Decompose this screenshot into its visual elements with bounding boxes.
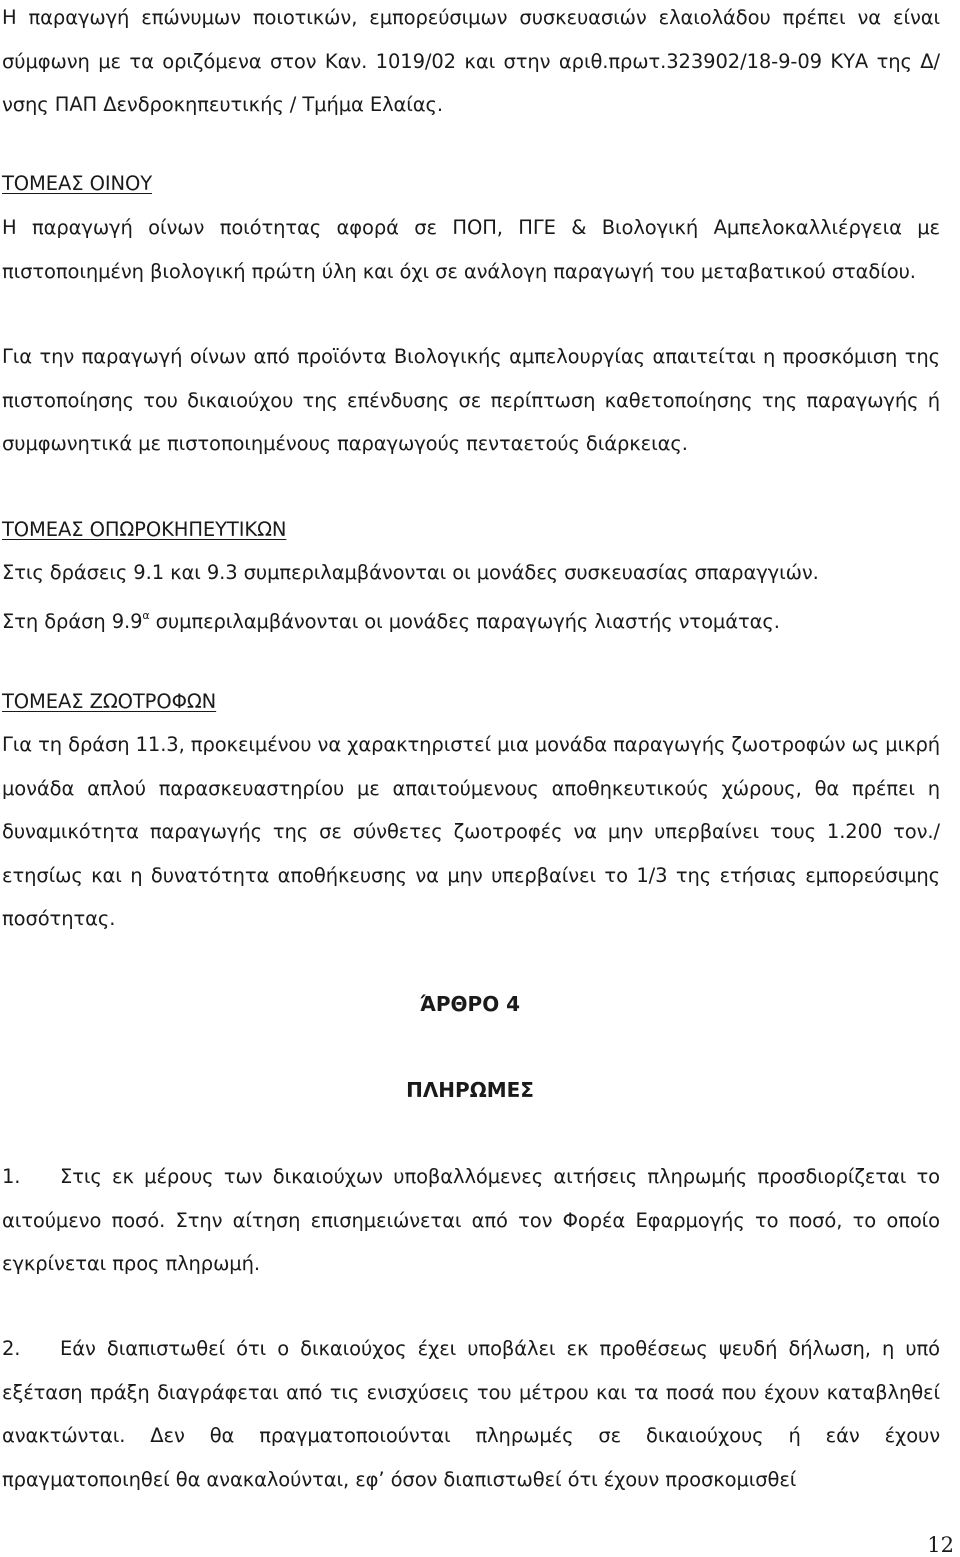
fruit-line-2-superscript: α	[142, 609, 150, 622]
payment-item-1	[2, 1155, 940, 1286]
fruit-line-2-start: Στη δράση 9.9	[2, 610, 143, 633]
olive-oil-paragraph: Η παραγωγή επώνυμων ποιοτικών, εμπορεύσιμων συσκευασιών ελαιολάδου πρέπει να είναι σύμφωνη με τα οριζόμενα στον Καν. 1019/02 και στην αριθ.πρωτ.323902/18-9-09 ΚΥΑ της Δ/νσης ΠΑΠ Δενδροκηπευτικής / Τμήμα Ελαίας.	[2, 6, 940, 116]
wine-sector-heading: ΤΟΜΕΑΣ ΟΙΝΟΥ	[2, 172, 153, 195]
item-number-1: 1.	[2, 1165, 21, 1188]
item-text-2: Εάν διαπιστωθεί ότι ο δικαιούχος έχει υποβάλει εκ προθέσεως ψευδή δήλωση, η υπό εξέταση πράξη διαγράφεται από τις ενισχύσεις του μέτρου και τα ποσά που έχουν καταβληθεί ανακτώνται. Δεν θα πραγματοποιούνται πληρωμές σε δικαιούχους ή εάν έχουν πραγματοποιηθεί θα ανακαλούνται, εφ’ όσον διαπιστωθεί ότι έχουν προσκομισθεί	[2, 1337, 940, 1491]
wine-paragraph-2: Για την παραγωγή οίνων από προϊόντα Βιολογικής αμπελουργίας απαιτείται η προσκόμιση της πιστοποίησης του δικαιούχου της επένδυσης σε περίπτωση καθετοποίησης της παραγωγής ή συμφωνητικά με πιστοποιημένους παραγωγούς πενταετούς διάρκειας.	[2, 345, 940, 455]
payment-item-2	[2, 1327, 940, 1501]
fruit-line-2-end: συμπεριλαμβάνονται οι μονάδες παραγωγής λιαστής ντομάτας.	[149, 610, 780, 633]
fruit-sector-heading: ΤΟΜΕΑΣ ΟΠΩΡΟΚΗΠΕΥΤΙΚΩΝ	[2, 518, 287, 541]
page-number: 12	[927, 1533, 954, 1557]
article-number: ΆΡΘΡΟ 4	[419, 992, 521, 1016]
fruit-line-1: Στις δράσεις 9.1 και 9.3 συμπεριλαμβάνονται οι μονάδες συσκευασίας σπαραγγιών.	[2, 561, 819, 584]
item-number-2: 2.	[2, 1337, 21, 1360]
wine-paragraph-1: Η παραγωγή οίνων ποιότητας αφορά σε ΠΟΠ, ΠΓΕ & Βιολογική Αμπελοκαλλιέργεια με πιστοποιημένη βιολογική πρώτη ύλη και όχι σε ανάλογη παραγωγή του μεταβατικού σταδίου.	[2, 216, 940, 283]
item-text-1: Στις εκ μέρους των δικαιούχων υποβαλλόμενες αιτήσεις πληρωμής προσδιορίζεται το αιτούμενο ποσό. Στην αίτηση επισημειώνεται από τον Φορέα Εφαρμογής το ποσό, το οποίο εγκρίνεται προς πληρωμή.	[2, 1165, 940, 1275]
feed-paragraph: Για τη δράση 11.3, προκειμένου να χαρακτηριστεί μια μονάδα παραγωγής ζωοτροφών ως μικρή μονάδα απλού παρασκευαστηρίου με απαιτούμενους αποθηκευτικούς χώρους, θα πρέπει η δυναμικότητα παραγωγής της σε σύνθετες ζωοτροφές να μην υπερβαίνει τους 1.200 τον./ετησίως και η δυνατότητα αποθήκευσης να μην υπερβαίνει το 1/3 της ετήσιας εμπορεύσιμης ποσότητας.	[2, 733, 941, 930]
feed-sector-heading: ΤΟΜΕΑΣ ΖΩΟΤΡΟΦΩΝ	[2, 690, 217, 713]
fruit-line-2	[2, 594, 940, 644]
article-title: ΠΛΗΡΩΜΕΣ	[406, 1078, 534, 1102]
